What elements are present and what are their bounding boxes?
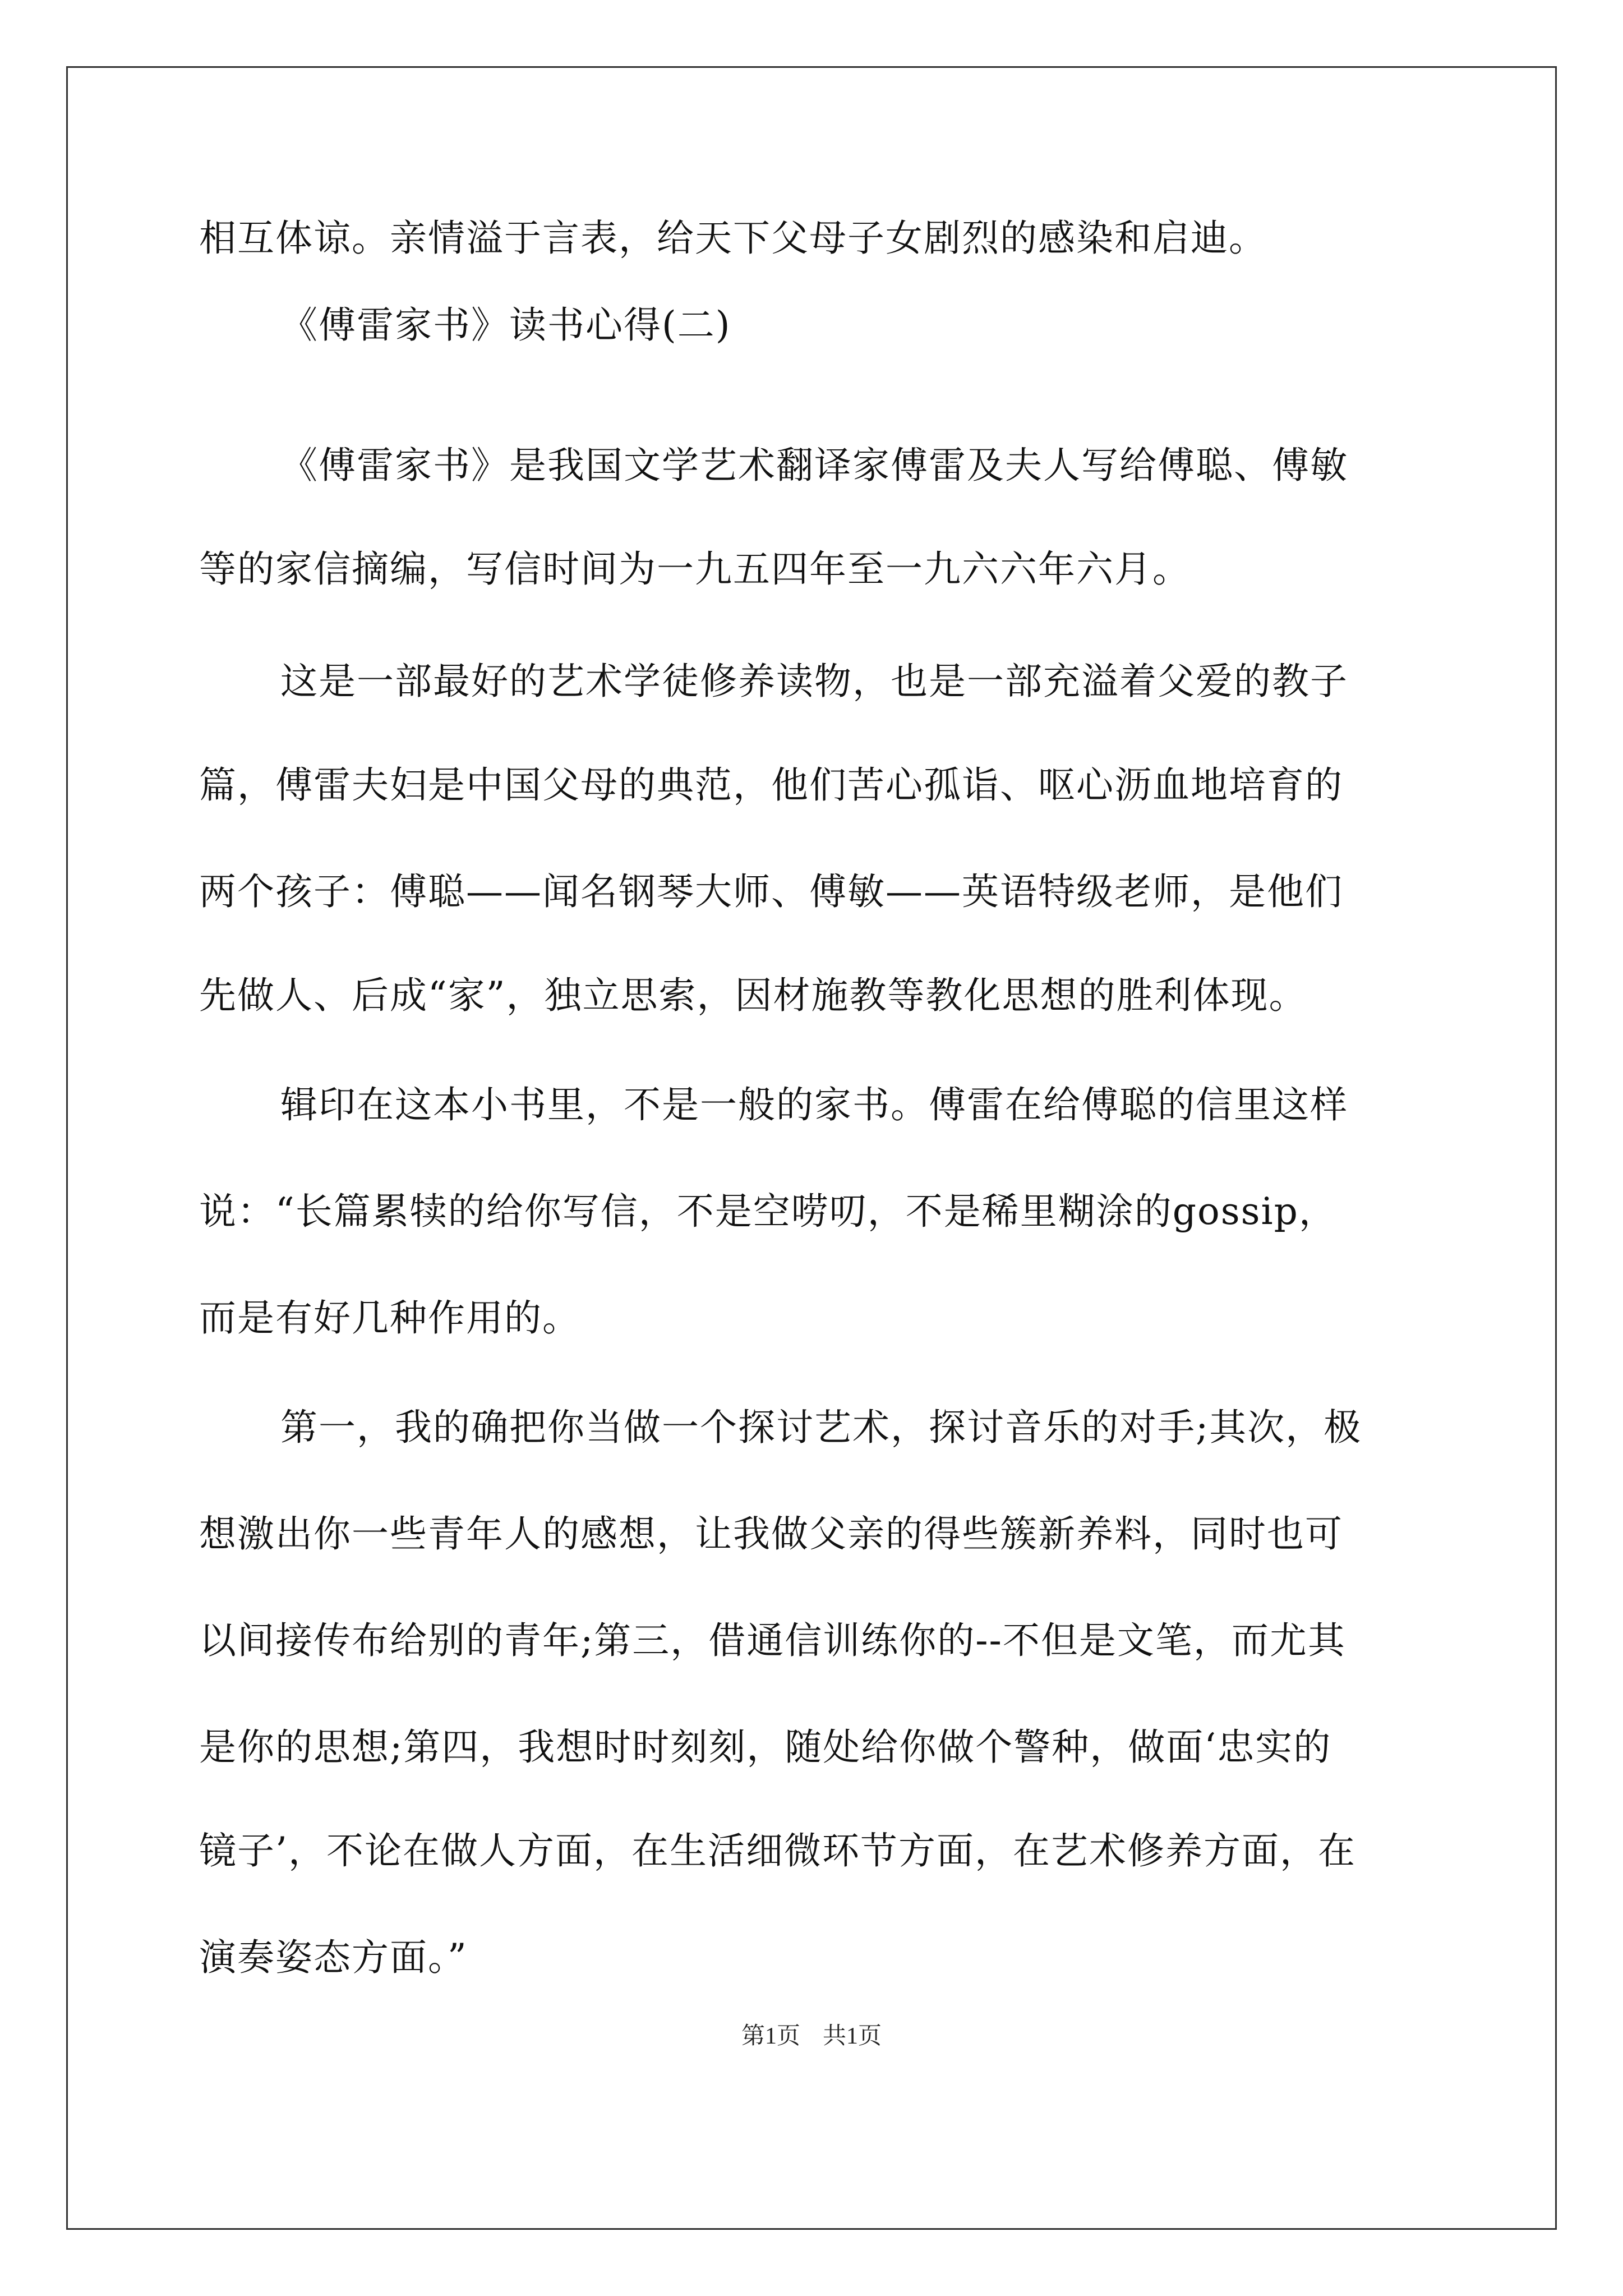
paragraph-line: 说：“长篇累犊的给你写信，不是空唠叨，不是稀里糊涂的gossip， — [199, 1190, 1337, 1233]
paragraph-line: 篇，傅雷夫妇是中国父母的典范，他们苦心孤诣、呕心沥血地培育的 — [199, 763, 1343, 807]
paragraph-line: 而是有好几种作用的。 — [199, 1296, 580, 1340]
page-number: 第1页 — [741, 2023, 800, 2049]
paragraph-line: 第一，我的确把你当做一个探讨艺术，探讨音乐的对手;其次，极 — [280, 1406, 1362, 1449]
paragraph-line: 是你的思想;第四，我想时时刻刻，随处给你做个警种，做面‘忠实的 — [199, 1726, 1332, 1769]
paragraph-line: 以间接传布给别的青年;第三，借通信训练你的--不但是文笔，而尤其 — [199, 1619, 1346, 1662]
page-total: 共1页 — [823, 2023, 882, 2049]
paragraph-line: 等的家信摘编，写信时间为一九五四年至一九六六年六月。 — [199, 547, 1191, 591]
paragraph-line: 辑印在这本小书里，不是一般的家书。傅雷在给傅聪的信里这样 — [280, 1083, 1348, 1126]
paragraph-line: 先做人、后成“家”，独立思索，因材施教等教化思想的胜利体现。 — [199, 974, 1307, 1017]
paragraph-line: 想激出你一些青年人的感想，让我做父亲的得些簇新养料，同时也可 — [199, 1512, 1343, 1556]
page-footer — [0, 2019, 1623, 2053]
paragraph-line: 相互体谅。亲情溢于言表，给天下父母子女剧烈的感染和启迪。 — [199, 217, 1267, 260]
page-border — [66, 66, 1557, 2230]
paragraph-line: 《傅雷家书》是我国文学艺术翻译家傅雷及夫人写给傅聪、傅敏 — [280, 444, 1348, 487]
paragraph-line: 镜子’，不论在做人方面，在生活细微环节方面，在艺术修养方面，在 — [199, 1829, 1356, 1872]
paragraph-line: 两个孩子：傅聪——闻名钢琴大师、傅敏——英语特级老师，是他们 — [199, 870, 1343, 913]
paragraph-line: 这是一部最好的艺术学徒修养读物，也是一部充溢着父爱的教子 — [280, 660, 1348, 703]
paragraph-line: 演奏姿态方面。” — [199, 1936, 468, 1979]
section-heading: 《傅雷家书》读书心得(二) — [280, 303, 731, 347]
